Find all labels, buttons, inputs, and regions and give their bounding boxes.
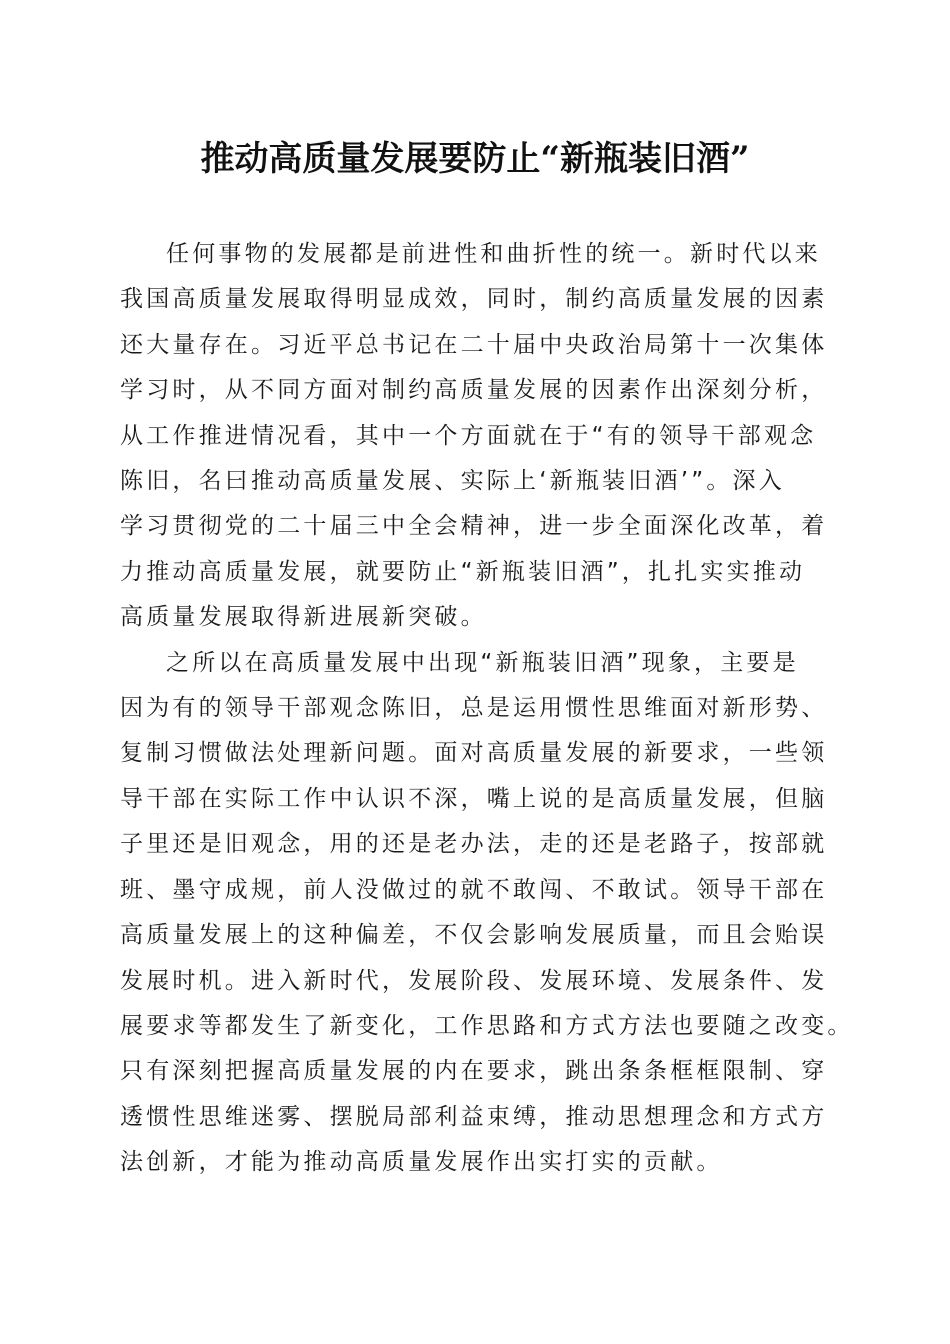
- text-line: 之所以在高质量发展中出现“新瓶装旧酒”现象，主要是: [166, 649, 799, 676]
- text-line: 学习贯彻党的二十届三中全会精神，进一步全面深化改革，着: [120, 513, 828, 540]
- text-line: 发展时机。进入新时代，发展阶段、发展环境、发展条件、发: [120, 967, 828, 994]
- text-line: 透惯性思维迷雾、摆脱局部利益束缚，推动思想理念和方式方: [120, 1103, 828, 1130]
- text-line: 因为有的领导干部观念陈旧，总是运用惯性思维面对新形势、: [120, 695, 828, 722]
- text-line: 力推动高质量发展，就要防止“新瓶装旧酒”，扎扎实实推动: [120, 558, 806, 585]
- document-title: 推动高质量发展要防止“新瓶装旧酒”: [200, 139, 750, 179]
- paragraph-2: [120, 641, 854, 1186]
- text-line: 展要求等都发生了新变化，工作思路和方式方法也要随之改变。: [120, 1012, 854, 1039]
- document-body: [120, 232, 854, 1186]
- text-line: 高质量发展取得新进展新突破。: [120, 604, 487, 631]
- text-line: 复制习惯做法处理新问题。面对高质量发展的新要求，一些领: [120, 740, 828, 767]
- text-line: 我国高质量发展取得明显成效，同时，制约高质量发展的因素: [120, 286, 828, 313]
- text-line: 班、墨守成规，前人没做过的就不敢闯、不敢试。领导干部在: [120, 876, 828, 903]
- text-line: 高质量发展上的这种偏差，不仅会影响发展质量，而且会贻误: [120, 922, 828, 949]
- text-line: 任何事物的发展都是前进性和曲折性的统一。新时代以来: [166, 241, 821, 267]
- text-line: 子里还是旧观念，用的还是老办法，走的还是老路子，按部就: [120, 831, 828, 858]
- text-line: 导干部在实际工作中认识不深，嘴上说的是高质量发展，但脑: [120, 785, 828, 812]
- text-line: 只有深刻把握高质量发展的内在要求，跳出条条框框限制、穿: [120, 1058, 828, 1085]
- paragraph-1: [120, 232, 828, 641]
- text-line: 陈旧，名曰推动高质量发展、实际上‘新瓶装旧酒’”。深入: [120, 468, 785, 495]
- text-line: 还大量存在。习近平总书记在二十届中央政治局第十一次集体: [120, 331, 828, 358]
- text-line: 学习时，从不同方面对制约高质量发展的因素作出深刻分析，: [120, 377, 828, 404]
- text-line: 法创新，才能为推动高质量发展作出实打实的贡献。: [120, 1149, 723, 1176]
- text-line: 从工作推进情况看，其中一个方面就在于“有的领导干部观念: [120, 422, 817, 449]
